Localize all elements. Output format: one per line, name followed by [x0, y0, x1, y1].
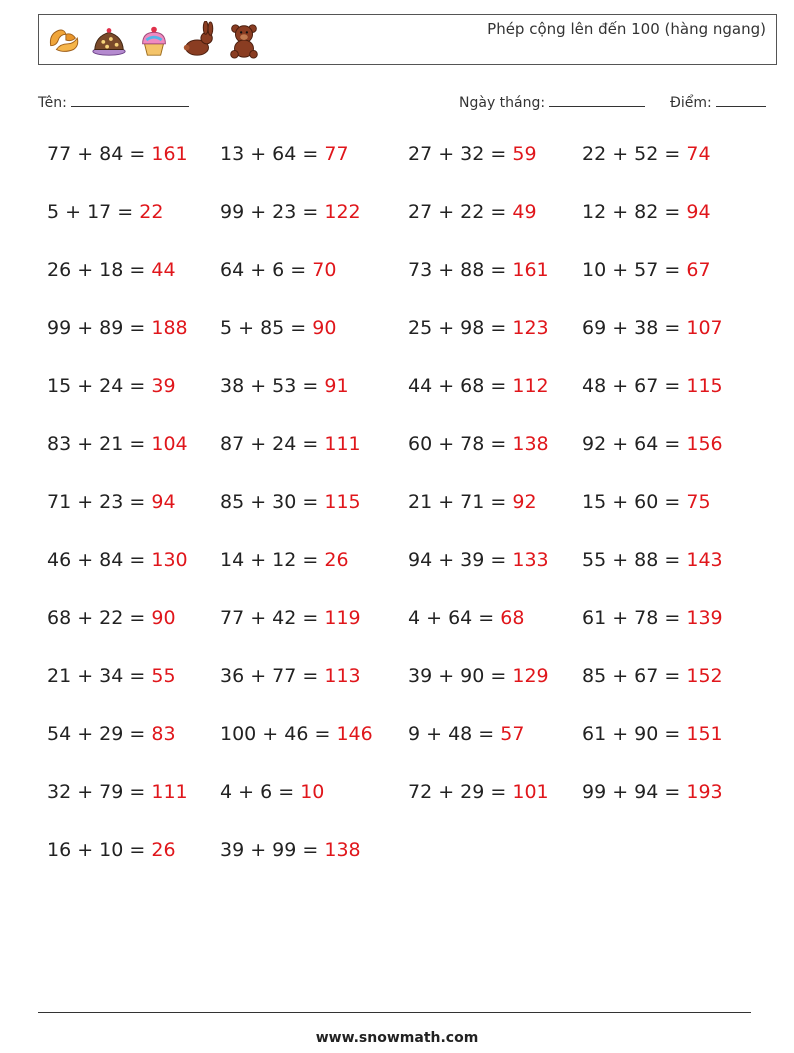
problem-row — [47, 259, 767, 317]
problem-answer: 122 — [324, 201, 361, 223]
problem-answer: 138 — [324, 839, 361, 861]
problem-answer: 91 — [324, 375, 349, 397]
problem-item — [582, 491, 711, 513]
score-label: Điểm: — [670, 95, 712, 111]
problem-question: 21 + 34 = — [47, 665, 152, 687]
problem-answer: 130 — [151, 549, 188, 571]
problem-question: 68 + 22 = — [47, 607, 152, 629]
problem-item — [408, 317, 549, 339]
problem-question: 4 + 64 = — [408, 607, 501, 629]
problem-answer: 22 — [139, 201, 164, 223]
date-blank — [549, 92, 645, 107]
problem-question: 22 + 52 = — [582, 143, 687, 165]
problem-answer: 94 — [686, 201, 711, 223]
problem-question: 92 + 64 = — [582, 433, 687, 455]
problem-question: 60 + 78 = — [408, 433, 513, 455]
date-label: Ngày tháng: — [459, 95, 546, 111]
problem-answer: 138 — [512, 433, 549, 455]
problem-question: 48 + 67 = — [582, 375, 687, 397]
problem-row — [47, 607, 767, 665]
problem-item — [47, 259, 176, 281]
problem-question: 99 + 89 = — [47, 317, 152, 339]
problem-item — [408, 607, 524, 629]
problem-item — [47, 317, 188, 339]
problem-answer: 111 — [324, 433, 361, 455]
problem-question: 10 + 57 = — [582, 259, 687, 281]
problem-item — [408, 781, 549, 803]
problem-item — [47, 549, 188, 571]
problem-answer: 74 — [686, 143, 711, 165]
problem-item — [408, 201, 537, 223]
name-label: Tên: — [38, 95, 67, 111]
problem-item — [582, 665, 723, 687]
problem-answer: 68 — [500, 607, 525, 629]
problem-item — [582, 607, 723, 629]
problem-item — [47, 201, 163, 223]
problem-item — [220, 723, 373, 745]
problem-item — [220, 375, 349, 397]
problem-question: 12 + 82 = — [582, 201, 687, 223]
problem-answer: 123 — [512, 317, 549, 339]
problem-item — [220, 549, 349, 571]
problem-row — [47, 433, 767, 491]
problem-item — [47, 433, 188, 455]
problem-item — [408, 259, 549, 281]
problem-question: 85 + 67 = — [582, 665, 687, 687]
problem-question: 71 + 23 = — [47, 491, 152, 513]
problem-item — [47, 143, 188, 165]
problem-question: 100 + 46 = — [220, 723, 337, 745]
problem-question: 15 + 24 = — [47, 375, 152, 397]
chocolate-cake-icon — [90, 21, 128, 59]
problem-item — [220, 491, 361, 513]
score-field — [670, 92, 766, 111]
problem-row — [47, 781, 767, 839]
problem-row — [47, 375, 767, 433]
header-icons — [45, 21, 263, 59]
problem-answer: 193 — [686, 781, 723, 803]
problem-question: 26 + 18 = — [47, 259, 152, 281]
problem-question: 4 + 6 = — [220, 781, 301, 803]
problem-answer: 111 — [151, 781, 188, 803]
name-blank — [71, 92, 189, 107]
problem-question: 61 + 78 = — [582, 607, 687, 629]
problem-row — [47, 839, 767, 897]
problem-question: 72 + 29 = — [408, 781, 513, 803]
problem-item — [408, 433, 549, 455]
problem-question: 83 + 21 = — [47, 433, 152, 455]
problem-item — [220, 433, 361, 455]
problem-answer: 49 — [512, 201, 537, 223]
problem-answer: 90 — [151, 607, 176, 629]
problem-answer: 113 — [324, 665, 361, 687]
problem-answer: 26 — [324, 549, 349, 571]
problem-answer: 146 — [336, 723, 373, 745]
problem-item — [220, 259, 336, 281]
problem-item — [220, 839, 361, 861]
problem-question: 27 + 22 = — [408, 201, 513, 223]
problem-item — [408, 143, 537, 165]
problem-question: 55 + 88 = — [582, 549, 687, 571]
problem-answer: 39 — [151, 375, 176, 397]
croissant-icon — [45, 21, 83, 59]
problem-question: 15 + 60 = — [582, 491, 687, 513]
problem-item — [47, 781, 188, 803]
problem-answer: 44 — [151, 259, 176, 281]
problem-answer: 188 — [151, 317, 188, 339]
problem-answer: 107 — [686, 317, 723, 339]
problem-answer: 152 — [686, 665, 723, 687]
problem-item — [408, 549, 549, 571]
problem-question: 27 + 32 = — [408, 143, 513, 165]
problem-item — [47, 607, 176, 629]
problem-question: 85 + 30 = — [220, 491, 325, 513]
problem-question: 16 + 10 = — [47, 839, 152, 861]
problem-question: 9 + 48 = — [408, 723, 501, 745]
problem-answer: 55 — [151, 665, 176, 687]
chocolate-bunny-icon — [180, 21, 218, 59]
problem-row — [47, 549, 767, 607]
problem-item — [582, 723, 723, 745]
problem-row — [47, 723, 767, 781]
problem-answer: 77 — [324, 143, 349, 165]
problem-question: 99 + 23 = — [220, 201, 325, 223]
problem-question: 44 + 68 = — [408, 375, 513, 397]
problem-item — [220, 665, 361, 687]
problem-item — [220, 143, 349, 165]
problem-item — [582, 259, 711, 281]
problem-question: 36 + 77 = — [220, 665, 325, 687]
problem-item — [47, 375, 176, 397]
problem-answer: 59 — [512, 143, 537, 165]
problem-item — [582, 201, 711, 223]
problem-question: 13 + 64 = — [220, 143, 325, 165]
problem-item — [220, 201, 361, 223]
problem-question: 21 + 71 = — [408, 491, 513, 513]
problem-answer: 143 — [686, 549, 723, 571]
problem-question: 32 + 79 = — [47, 781, 152, 803]
problem-answer: 129 — [512, 665, 549, 687]
problem-question: 94 + 39 = — [408, 549, 513, 571]
problem-answer: 133 — [512, 549, 549, 571]
name-field — [38, 92, 189, 111]
problem-question: 39 + 99 = — [220, 839, 325, 861]
problem-item — [408, 375, 549, 397]
footer-divider — [38, 1012, 751, 1013]
problem-answer: 115 — [324, 491, 361, 513]
problem-item — [582, 375, 723, 397]
problem-answer: 104 — [151, 433, 188, 455]
problem-answer: 90 — [312, 317, 337, 339]
problem-answer: 70 — [312, 259, 337, 281]
problem-item — [47, 723, 176, 745]
problem-question: 61 + 90 = — [582, 723, 687, 745]
problem-item — [408, 491, 537, 513]
problem-question: 77 + 84 = — [47, 143, 152, 165]
problem-item — [220, 781, 324, 803]
problem-question: 39 + 90 = — [408, 665, 513, 687]
problem-answer: 119 — [324, 607, 361, 629]
problem-question: 14 + 12 = — [220, 549, 325, 571]
problem-answer: 75 — [686, 491, 711, 513]
problem-answer: 57 — [500, 723, 525, 745]
cupcake-icon — [135, 21, 173, 59]
problem-row — [47, 665, 767, 723]
problem-item — [408, 665, 549, 687]
problem-question: 87 + 24 = — [220, 433, 325, 455]
problem-question: 25 + 98 = — [408, 317, 513, 339]
problem-row — [47, 201, 767, 259]
problem-item — [582, 549, 723, 571]
problem-item — [220, 317, 336, 339]
problem-answer: 94 — [151, 491, 176, 513]
problem-question: 46 + 84 = — [47, 549, 152, 571]
worksheet-title: Phép cộng lên đến 100 (hàng ngang) — [487, 20, 766, 38]
problem-answer: 161 — [151, 143, 188, 165]
problem-answer: 156 — [686, 433, 723, 455]
score-blank — [716, 92, 766, 107]
problem-item — [47, 839, 176, 861]
problem-question: 99 + 94 = — [582, 781, 687, 803]
problem-answer: 139 — [686, 607, 723, 629]
problem-answer: 26 — [151, 839, 176, 861]
problem-answer: 10 — [300, 781, 325, 803]
date-field — [459, 92, 645, 111]
problem-item — [220, 607, 361, 629]
problem-item — [582, 781, 723, 803]
problem-answer: 67 — [686, 259, 711, 281]
problem-question: 77 + 42 = — [220, 607, 325, 629]
problem-answer: 112 — [512, 375, 549, 397]
problem-answer: 83 — [151, 723, 176, 745]
problem-item — [582, 433, 723, 455]
problem-question: 73 + 88 = — [408, 259, 513, 281]
problem-answer: 161 — [512, 259, 549, 281]
problem-answer: 92 — [512, 491, 537, 513]
problem-item — [582, 143, 711, 165]
problem-question: 54 + 29 = — [47, 723, 152, 745]
problem-answer: 151 — [686, 723, 723, 745]
problem-question: 69 + 38 = — [582, 317, 687, 339]
problem-question: 64 + 6 = — [220, 259, 313, 281]
teddy-bear-icon — [225, 21, 263, 59]
problem-row — [47, 317, 767, 375]
footer-url: www.snowmath.com — [315, 1030, 479, 1046]
problem-item — [408, 723, 524, 745]
problem-answer: 115 — [686, 375, 723, 397]
problem-item — [47, 665, 176, 687]
problem-answer: 101 — [512, 781, 549, 803]
problem-question: 5 + 17 = — [47, 201, 140, 223]
problem-item — [47, 491, 176, 513]
worksheet-header — [38, 14, 777, 65]
problem-row — [47, 143, 767, 201]
problem-row — [47, 491, 767, 549]
problem-question: 5 + 85 = — [220, 317, 313, 339]
problem-item — [582, 317, 723, 339]
problem-question: 38 + 53 = — [220, 375, 325, 397]
